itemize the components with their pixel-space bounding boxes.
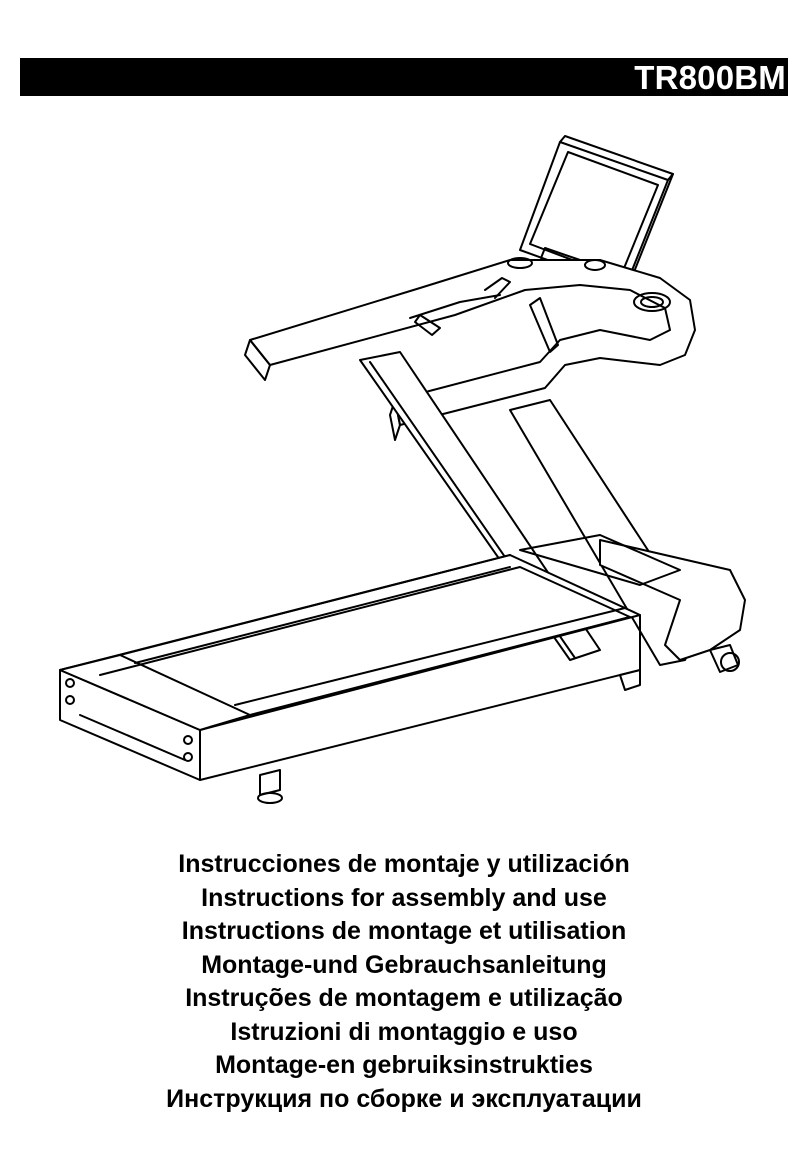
title-french: Instructions de montage et utilisation: [181, 917, 627, 945]
handlebar-assembly: [245, 258, 695, 440]
title-italian: Istruzioni di montaggio e uso: [230, 1017, 578, 1046]
title-german: Montage-und Gebrauchsanleitung: [201, 950, 607, 979]
title-english: Instructions for assembly and use: [201, 883, 607, 912]
header-bar: [20, 58, 788, 96]
model-code: TR800BM: [634, 59, 786, 96]
title-dutch: Montage-en gebruiksinstrukties: [215, 1051, 593, 1079]
title-portuguese: Instruções de montagem e utilização: [185, 984, 623, 1012]
title-list: [0, 848, 808, 1116]
title-russian: Инструкция по сборке и эксплуатации: [166, 1084, 642, 1113]
treadmill-illustration: [40, 130, 760, 830]
title-spanish: Instrucciones de montaje y utilización: [178, 850, 630, 878]
